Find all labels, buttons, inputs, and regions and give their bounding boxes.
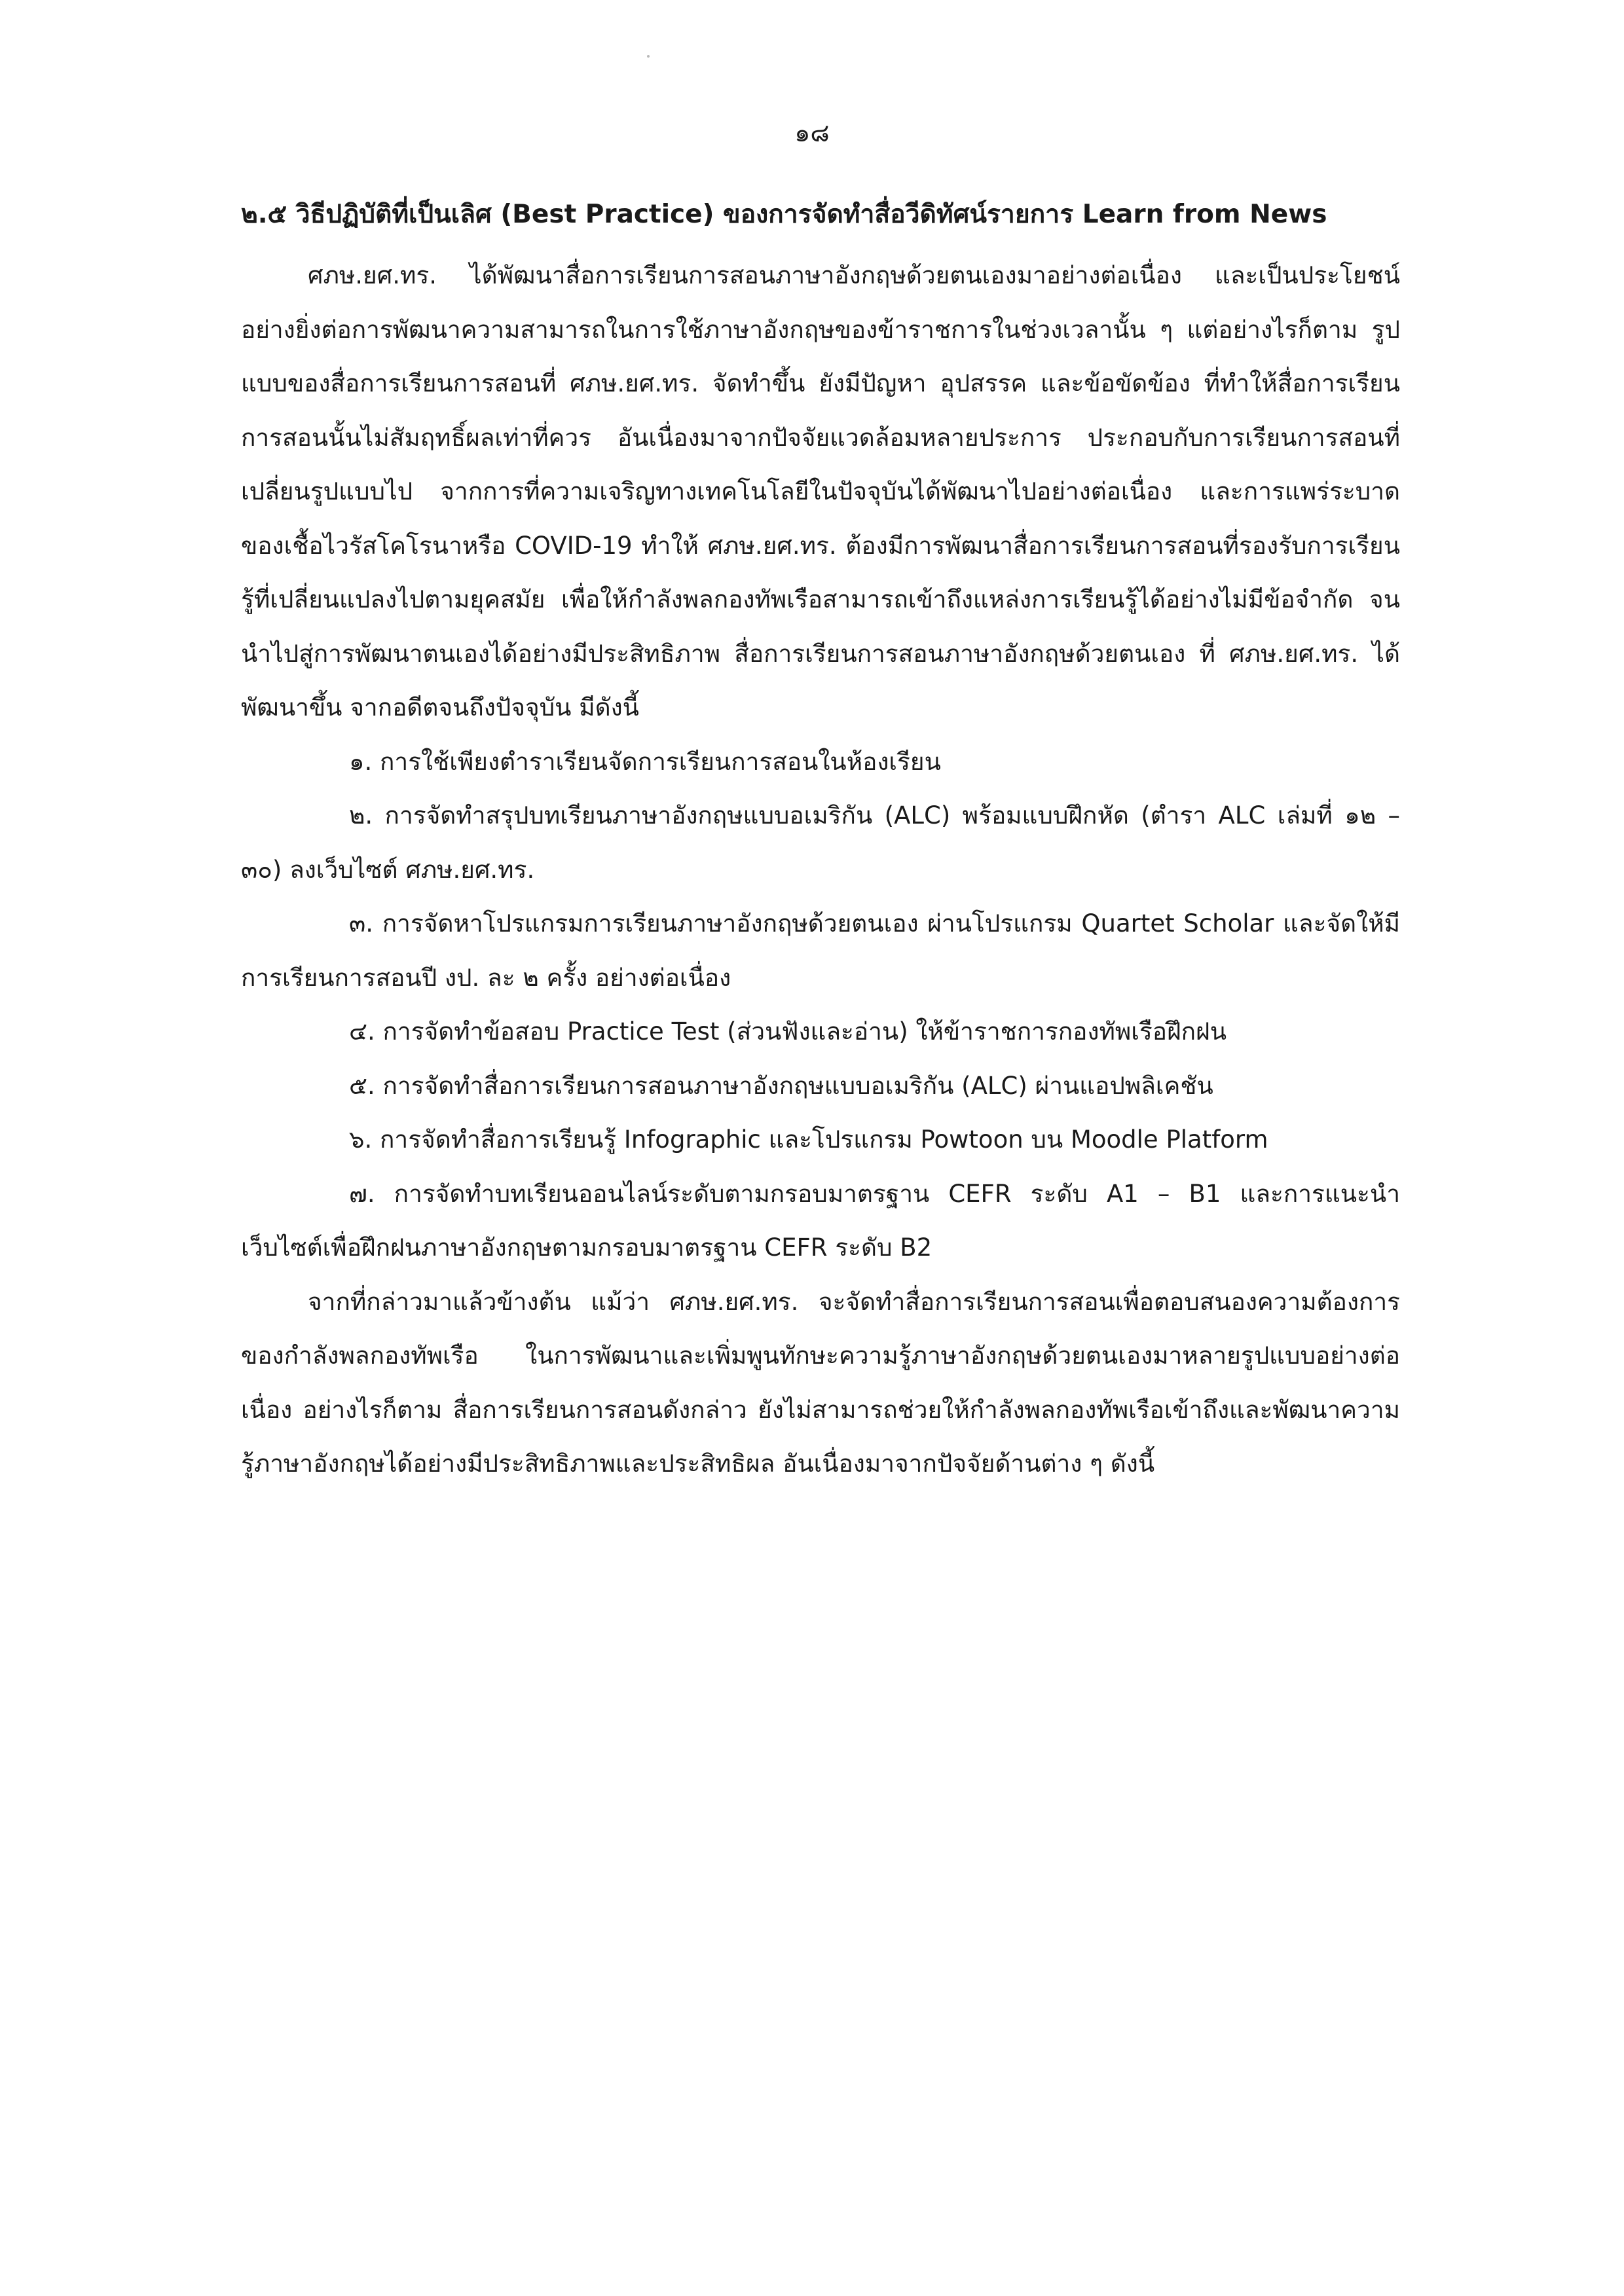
conclusion-paragraph: จากที่กล่าวมาแล้วข้างต้น แม้ว่า ศภษ.ยศ.ทร. จะจัดทำสื่อการเรียนการสอนเพื่อตอบสนองความต้องการของกำลังพลกองทัพเรือ ในการพัฒนาและเพิ่มพูนทักษะความรู้ภาษาอังกฤษด้วยตนเองมาหลายรูปแบบอย่างต่อเนื่อง อย่างไรก็ตาม สื่อการเรียนการสอนดังกล่าว ยังไม่สามารถช่วยให้กำลังพลกองทัพเรือเข้าถึงและพัฒนาความรู้ภาษาอังกฤษได้อย่างมีประสิทธิภาพและประสิทธิผล อันเนื่องมาจากปัจจัยด้านต่าง ๆ ดังนี้	[241, 1287, 1400, 1478]
list-item: ๗. การจัดทำบทเรียนออนไลน์ระดับตามกรอบมาตรฐาน CEFR ระดับ A1 – B1 และการแนะนำเว็บไซต์เพื่อฝึกฝนภาษาอังกฤษตามกรอบมาตรฐาน CEFR ระดับ B2	[241, 1179, 1400, 1262]
scan-speck	[647, 55, 650, 58]
list-item: ๖. การจัดทำสื่อการเรียนรู้ Infographic และโปรแกรม Powtoon บน Moodle Platform	[349, 1125, 1268, 1154]
list-item: ๑. การใช้เพียงตำราเรียนจัดการเรียนการสอนในห้องเรียน	[349, 747, 941, 776]
list-item: ๓. การจัดหาโปรแกรมการเรียนภาษาอังกฤษด้วยตนเอง ผ่านโปรแกรม Quartet Scholar และจัดให้มีการเรียนการสอนปี งป. ละ ๒ ครั้ง อย่างต่อเนื่อง	[241, 909, 1400, 992]
document-body	[241, 194, 1400, 1491]
list-item: ๔. การจัดทำข้อสอบ Practice Test (ส่วนฟังและอ่าน) ให้ข้าราชการกองทัพเรือฝึกฝน	[349, 1017, 1227, 1046]
section-heading: ๒.๕ วิธีปฏิบัติที่เป็นเลิศ (Best Practice) ของการจัดทำสื่อวีดิทัศน์รายการ Learn from News	[241, 200, 1327, 229]
list-item: ๒. การจัดทำสรุปบทเรียนภาษาอังกฤษแบบอเมริกัน (ALC) พร้อมแบบฝึกหัด (ตำรา ALC เล่มที่ ๑๒ – ๓๐) ลงเว็บไซต์ ศภษ.ยศ.ทร.	[241, 801, 1400, 884]
intro-paragraph: ศภษ.ยศ.ทร. ได้พัฒนาสื่อการเรียนการสอนภาษาอังกฤษด้วยตนเองมาอย่างต่อเนื่อง และเป็นประโยชน์อย่างยิ่งต่อการพัฒนาความสามารถในการใช้ภาษาอังกฤษของข้าราชการในช่วงเวลานั้น ๆ แต่อย่างไรก็ตาม รูปแบบของสื่อการเรียนการสอนที่ ศภษ.ยศ.ทร. จัดทำขึ้น ยังมีปัญหา อุปสรรค และข้อขัดข้อง ที่ทำให้สื่อการเรียนการสอนนั้นไม่สัมฤทธิ์ผลเท่าที่ควร อันเนื่องมาจากปัจจัยแวดล้อมหลายประการ ประกอบกับการเรียนการสอนที่เปลี่ยนรูปแบบไป จากการที่ความเจริญทางเทคโนโลยีในปัจจุบันได้พัฒนาไปอย่างต่อเนื่อง และการแพร่ระบาดของเชื้อไวรัสโคโรนาหรือ COVID-19 ทำให้ ศภษ.ยศ.ทร. ต้องมีการพัฒนาสื่อการเรียนการสอนที่รองรับการเรียนรู้ที่เปลี่ยนแปลงไปตามยุคสมัย เพื่อให้กำลังพลกองทัพเรือสามารถเข้าถึงแหล่งการเรียนรู้ได้อย่างไม่มีข้อจำกัด จนนำไปสู่การพัฒนาตนเองได้อย่างมีประสิทธิภาพ สื่อการเรียนการสอนภาษาอังกฤษด้วยตนเอง ที่ ศภษ.ยศ.ทร. ได้พัฒนาขึ้น จากอดีตจนถึงปัจจุบัน มีดังนี้	[241, 261, 1400, 721]
page-number: ๑๘	[794, 118, 830, 147]
practice-list	[241, 735, 1400, 1275]
list-item: ๕. การจัดทำสื่อการเรียนการสอนภาษาอังกฤษแบบอเมริกัน (ALC) ผ่านแอปพลิเคชัน	[349, 1071, 1213, 1100]
